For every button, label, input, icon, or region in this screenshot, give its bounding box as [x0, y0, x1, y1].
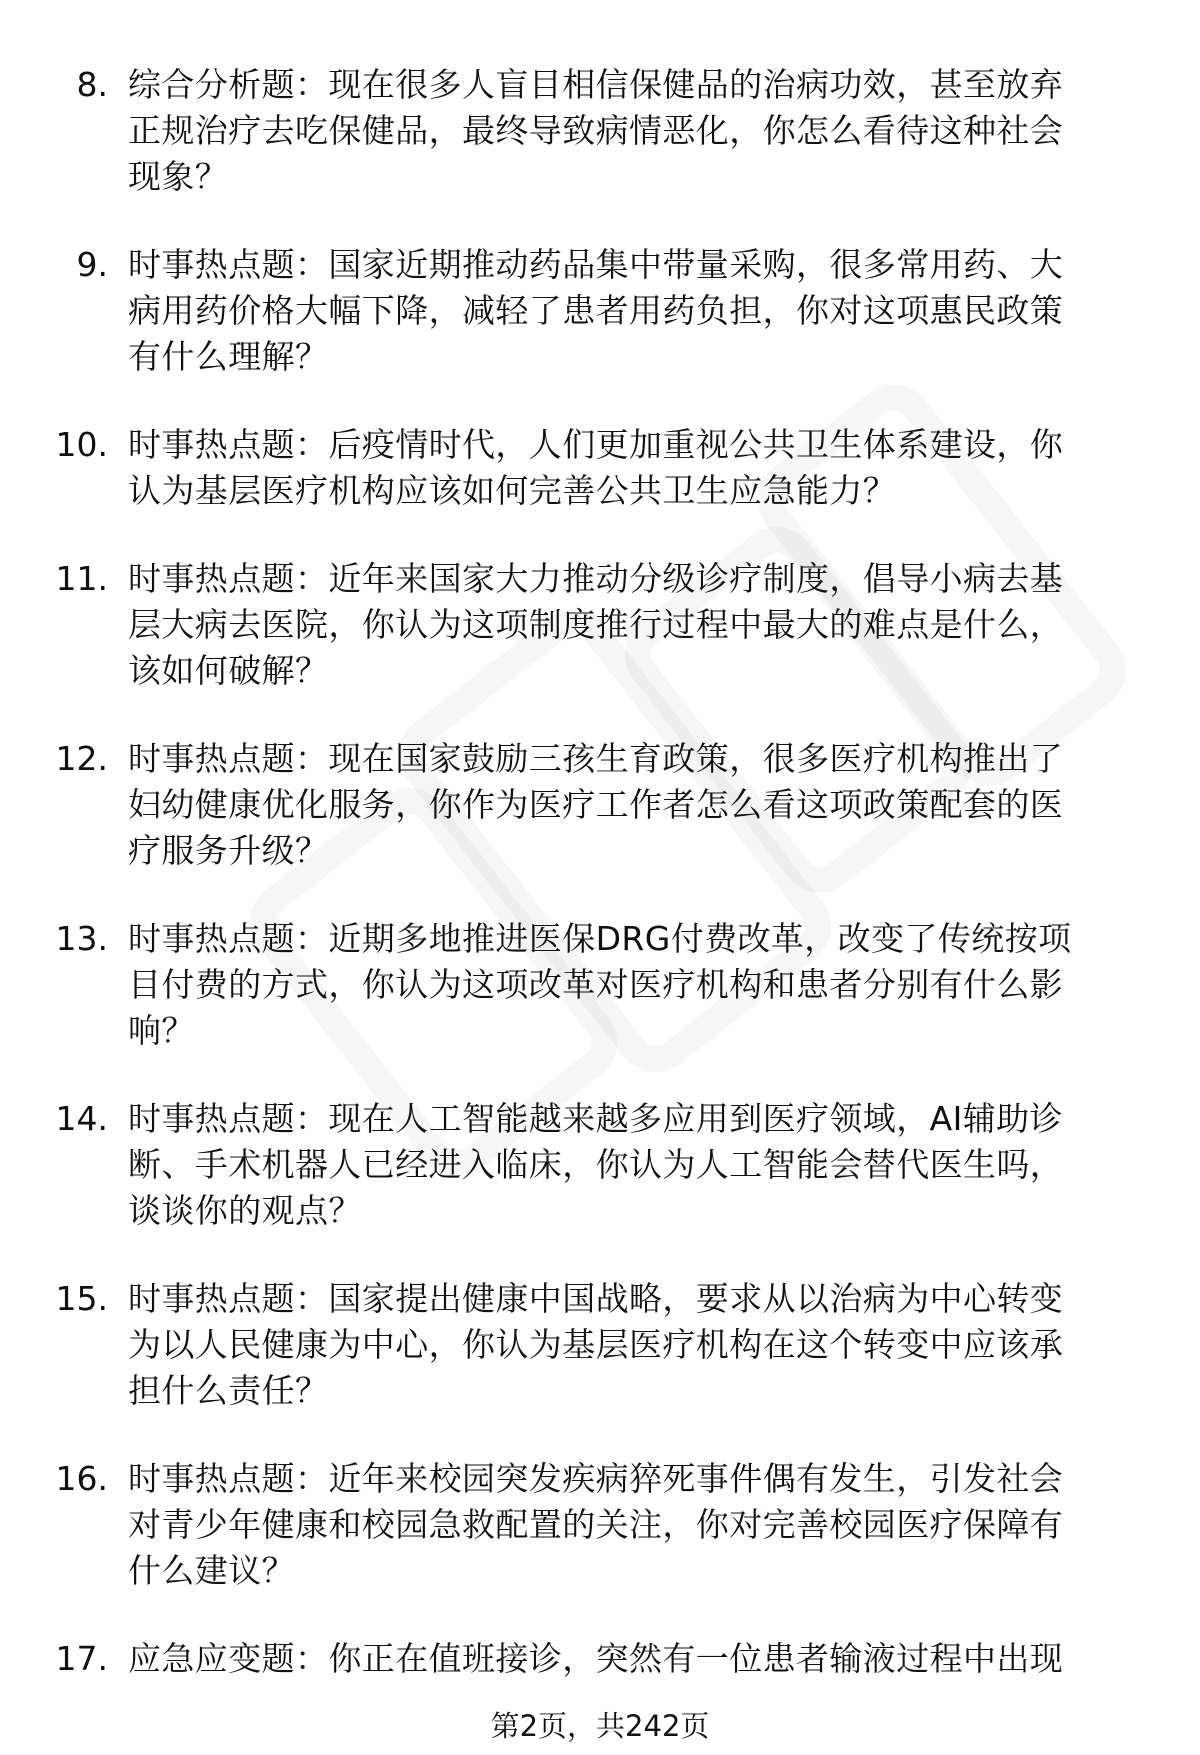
question-text-line: 时事热点题：现在人工智能越来越多应用到医疗领域，AI辅助诊	[128, 1099, 1063, 1138]
question-text-line: 担什么责任？	[128, 1371, 329, 1410]
question-text-line: 认为基层医疗机构应该如何完善公共卫生应急能力？	[128, 471, 897, 510]
question-text	[128, 242, 1148, 380]
question-text-line: 应急应变题：你正在值班接诊，突然有一位患者输液过程中出现	[128, 1639, 1064, 1678]
question-text-line: 有什么理解？	[128, 337, 329, 376]
question-item	[0, 1456, 1200, 1594]
question-text-line: 综合分析题：现在很多人盲目相信保健品的治病功效，甚至放弃	[128, 65, 1064, 104]
question-text-line: 该如何破解？	[128, 651, 329, 690]
question-text	[128, 422, 1148, 514]
question-number: 16.	[55, 1459, 108, 1498]
question-text-line: 时事热点题：近年来校园突发疾病猝死事件偶有发生，引发社会	[128, 1459, 1064, 1498]
question-text	[128, 1096, 1148, 1234]
question-text-line: 为以人民健康为中心，你认为基层医疗机构在这个转变中应该承	[128, 1325, 1064, 1364]
question-text-line: 目付费的方式，你认为这项改革对医疗机构和患者分别有什么影	[128, 965, 1064, 1004]
question-text-line: 疗服务升级？	[128, 831, 329, 870]
question-number: 15.	[55, 1279, 108, 1318]
question-item	[0, 242, 1200, 380]
question-text-line: 什么建议？	[128, 1551, 295, 1590]
question-text	[128, 1276, 1148, 1414]
question-text-line: 正规治疗去吃保健品，最终导致病情恶化，你怎么看待这种社会	[128, 111, 1064, 150]
question-item	[0, 736, 1200, 874]
question-item	[0, 916, 1200, 1054]
question-text-line: 断、手术机器人已经进入临床，你认为人工智能会替代医生吗，	[128, 1145, 1064, 1184]
question-number: 10.	[55, 425, 108, 464]
question-number: 13.	[55, 919, 108, 958]
question-number: 12.	[55, 739, 108, 778]
question-text-line: 现象？	[128, 157, 229, 196]
question-number: 14.	[55, 1099, 108, 1138]
question-text-line: 响？	[128, 1011, 195, 1050]
question-number: 8.	[76, 65, 108, 104]
question-text	[128, 736, 1148, 874]
question-text-line: 时事热点题：国家提出健康中国战略，要求从以治病为中心转变	[128, 1279, 1064, 1318]
question-text	[128, 916, 1148, 1054]
question-text-line: 时事热点题：现在国家鼓励三孩生育政策，很多医疗机构推出了	[128, 739, 1064, 778]
question-list	[0, 62, 1200, 1724]
question-item	[0, 1096, 1200, 1234]
question-text-line: 谈谈你的观点？	[128, 1191, 362, 1230]
question-item	[0, 1276, 1200, 1414]
question-text-line: 时事热点题：国家近期推动药品集中带量采购，很多常用药、大	[128, 245, 1064, 284]
question-text-line: 时事热点题：近年来国家大力推动分级诊疗制度，倡导小病去基	[128, 559, 1064, 598]
question-text-line: 对青少年健康和校园急救配置的关注，你对完善校园医疗保障有	[128, 1505, 1064, 1544]
question-number: 17.	[55, 1639, 108, 1678]
question-number: 9.	[76, 245, 108, 284]
question-item	[0, 1636, 1200, 1682]
question-text	[128, 62, 1148, 200]
question-text-line: 层大病去医院，你认为这项制度推行过程中最大的难点是什么，	[128, 605, 1064, 644]
page-number: 第2页，共242页	[490, 1709, 710, 1743]
question-text	[128, 1456, 1148, 1594]
question-item	[0, 62, 1200, 200]
question-text-line: 时事热点题：后疫情时代，人们更加重视公共卫生体系建设，你	[128, 425, 1064, 464]
question-text	[128, 1636, 1148, 1682]
question-text-line: 时事热点题：近期多地推进医保DRG付费改革，改变了传统按项	[128, 919, 1072, 958]
question-text-line: 妇幼健康优化服务，你作为医疗工作者怎么看这项政策配套的医	[128, 785, 1064, 824]
question-item	[0, 556, 1200, 694]
question-item	[0, 422, 1200, 514]
question-text	[128, 556, 1148, 694]
question-text-line: 病用药价格大幅下降，减轻了患者用药负担，你对这项惠民政策	[128, 291, 1064, 330]
question-number: 11.	[55, 559, 108, 598]
